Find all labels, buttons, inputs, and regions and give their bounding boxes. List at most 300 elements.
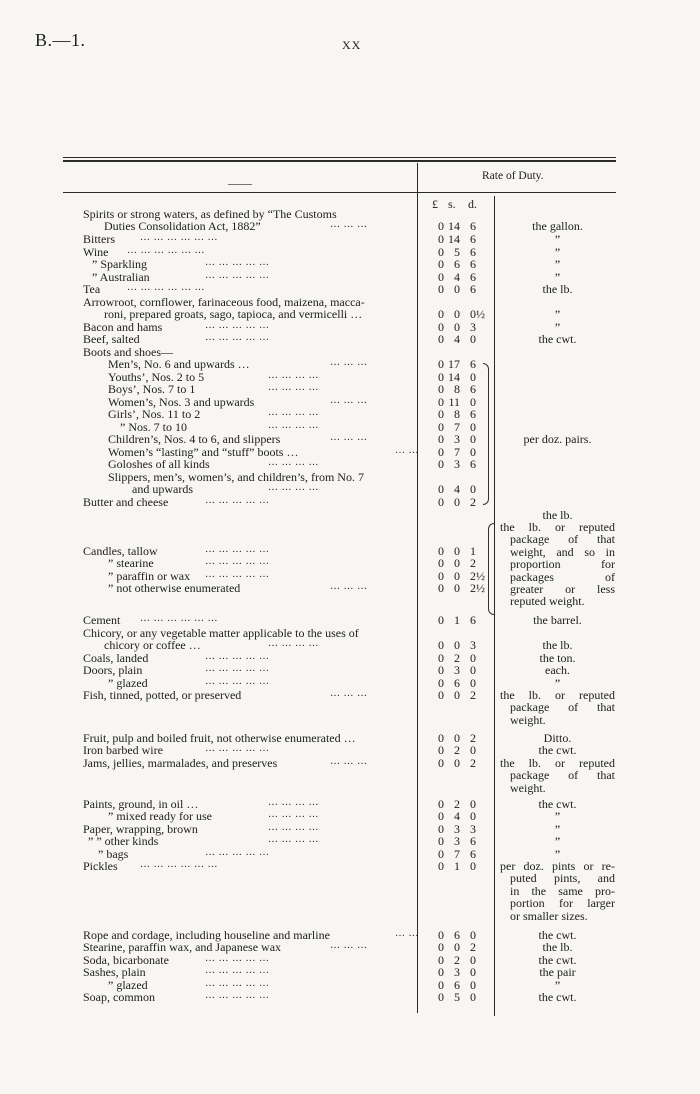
leader-dots: … … … … … … [140,613,218,624]
pounds-value: 0 [438,307,444,321]
item-description: ” Sparkling [92,257,147,271]
leader-dots: … … … … … … [140,232,218,243]
table-row [0,333,700,345]
shillings-value: 0 [454,756,460,770]
rate-column-header: Rate of Duty. [482,170,544,182]
item-description: roni, prepared groats, sago, tapioca, and vermicelli … [104,307,363,321]
duty-unit: ” [554,809,561,823]
duty-unit: ” [554,307,561,321]
shillings-value: 0 [454,569,460,583]
leader-dots: … … … … [268,382,319,393]
shillings-value: 6 [454,676,460,690]
leader-dots: … … … [330,395,368,406]
shillings-value: 2 [454,743,460,757]
item-description: Cement [83,613,121,627]
pounds-value: 0 [438,940,444,954]
shillings-value: 7 [454,847,460,861]
item-description: ” mixed ready for use [108,809,212,823]
pence-value: 6 [470,232,476,246]
item-description: Paper, wrapping, brown [83,822,198,836]
duty-unit: the lb. [542,940,573,954]
pence-value: 1 [470,544,476,558]
shillings-value: 3 [454,663,460,677]
leader-dots: … … … … [268,822,319,833]
pounds-value: 0 [438,569,444,583]
shillings-value: 8 [454,407,460,421]
table-row [0,835,700,847]
shillings-value: 3 [454,834,460,848]
item-description: Chicory, or any vegetable matter applicable to the uses of [83,626,359,640]
duty-unit: Ditto. [543,731,572,745]
shillings-value: 14 [448,232,460,246]
leader-dots: … … … [330,688,368,699]
shillings-value: 3 [454,432,460,446]
leader-dots: … … … … [268,638,319,649]
fish-unit [500,689,615,726]
duty-unit: the ton. [539,651,576,665]
table-row [0,383,700,395]
pounds-value: 0 [438,544,444,558]
unit-note-line: per doz. pints or re- [500,859,615,873]
pence-value: 6 [470,282,476,296]
pence-value: 0 [470,978,476,992]
duty-unit: ” [554,232,561,246]
item-description: Bitters [83,232,115,246]
pence-value: 0 [470,743,476,757]
table-row [0,966,700,978]
table-row [0,371,700,383]
document-id: B.—1. [35,30,86,50]
duty-unit: the cwt. [538,928,577,942]
pounds-value: 0 [438,482,444,496]
leader-dots: … … … [330,357,368,368]
shillings-value: 0 [454,581,460,595]
unit-note-line: per doz. pairs. [523,432,592,446]
header-bottom-rule [63,192,616,193]
shillings-value: 0 [454,731,460,745]
duty-unit: the pair [539,965,576,979]
table-row [0,483,700,495]
pence-value: 0 [470,965,476,979]
item-description: Women’s “lasting” and “stuff” boots … [108,445,299,459]
duty-unit: the cwt. [538,990,577,1004]
table-row [0,358,700,370]
table-row [0,408,700,420]
pence-value: 6 [470,270,476,284]
item-description: Paints, ground, in oil … [83,797,199,811]
shillings-value: 2 [454,797,460,811]
candles-unit [500,521,615,608]
pence-value: 6 [470,834,476,848]
item-description: Candles, tallow [83,544,158,558]
item-description: Children’s, Nos. 4 to 6, and slippers [108,432,281,446]
item-description: Bacon and hams [83,320,163,334]
unit-note-line: the lb. [542,508,573,522]
duty-unit: each. [545,663,570,677]
item-description: ” stearine [108,556,154,570]
item-description: Fish, tinned, potted, or preserved [83,688,242,702]
pence-value: 0½ [470,307,485,321]
leader-dots: … … … … [268,809,319,820]
shillings-value: 6 [454,978,460,992]
table-row [0,496,700,508]
pounds-value: 0 [438,978,444,992]
table-row [0,810,700,822]
pence-value: 2½ [470,569,485,583]
duty-unit: the lb. [542,282,573,296]
shillings-value: 5 [454,990,460,1004]
duty-unit: the cwt. [538,332,577,346]
pence-header: d. [468,197,477,211]
unit-note-line: the lb. or reputed [500,756,615,770]
duty-unit: the cwt. [538,797,577,811]
pence-value: 0 [470,445,476,459]
unit-note-line: package of that [510,532,615,547]
leader-dots: … … … … … [205,544,270,555]
duty-unit: ” [554,320,561,334]
table-row [0,258,700,270]
pounds-value: 0 [438,332,444,346]
leader-dots: … … [395,445,419,456]
item-description: ” glazed [108,978,148,992]
leader-dots: … … … … [268,420,319,431]
table-row [0,471,700,483]
item-description: Iron barbed wire [83,743,163,757]
pickles-unit [500,860,615,922]
duty-unit: ” [554,676,561,690]
pounds-value: 0 [438,756,444,770]
pound-header: £ [432,197,438,211]
item-description: Tea [83,282,101,296]
table-row [0,283,700,295]
pounds-value: 0 [438,809,444,823]
unit-note-line: the lb. or reputed [500,688,615,702]
leader-dots: … … … [330,940,368,951]
pounds-value: 0 [438,965,444,979]
leader-dots: … … … … … … [127,282,205,293]
table-row [0,991,700,1003]
pence-value: 6 [470,382,476,396]
shilling-header: s. [448,197,456,211]
pounds-value: 0 [438,382,444,396]
pounds-value: 0 [438,270,444,284]
unit-note-line: greater or less [510,582,615,597]
leader-dots: … … … … … [205,556,270,567]
shillings-value: 14 [448,219,460,233]
shillings-value: 6 [454,928,460,942]
boots-unit [500,433,615,445]
shillings-value: 1 [454,859,460,873]
shillings-value: 11 [448,395,460,409]
leader-dots: … … … [330,756,368,767]
item-description: Duties Consolidation Act, 1882” [104,219,261,233]
leader-dots: … … [395,928,419,939]
duty-unit: the cwt. [538,743,577,757]
pence-value: 0 [470,395,476,409]
pounds-value: 0 [438,245,444,259]
page-number: XX [342,38,362,52]
leader-dots: … … … … … [205,978,270,989]
leader-dots: … … … [330,432,368,443]
pence-value: 0 [470,990,476,1004]
shillings-value: 0 [454,544,460,558]
leader-dots: … … … … … [205,495,270,506]
leader-dots: … … … … [268,407,319,418]
shillings-value: 0 [454,688,460,702]
item-description: Soap, common [83,990,155,1004]
leader-dots: … … … [330,219,368,230]
pounds-value: 0 [438,357,444,371]
pence-value: 0 [470,797,476,811]
pence-value: 0 [470,420,476,434]
pounds-value: 0 [438,282,444,296]
item-description: Goloshes of all kinds [108,457,210,471]
leader-dots: … … … … … [205,743,270,754]
leader-dots: … … … … … … [140,859,218,870]
table-row [0,396,700,408]
item-description: Pickles [83,859,118,873]
pounds-value: 0 [438,219,444,233]
pounds-value: 0 [438,859,444,873]
pounds-value: 0 [438,556,444,570]
pounds-value: 0 [438,731,444,745]
pounds-value: 0 [438,953,444,967]
shillings-value: 5 [454,245,460,259]
table-row [0,614,700,626]
shillings-value: 0 [454,495,460,509]
pence-value: 2 [470,688,476,702]
pounds-value: 0 [438,688,444,702]
pounds-value: 0 [438,928,444,942]
pence-value: 0 [470,953,476,967]
pounds-value: 0 [438,676,444,690]
table-row [0,220,700,232]
pence-value: 0 [470,651,476,665]
pounds-value: 0 [438,420,444,434]
pounds-value: 0 [438,847,444,861]
unit-note-line: weight. [510,712,546,727]
pounds-value: 0 [438,320,444,334]
duty-unit: ” [554,270,561,284]
shillings-value: 14 [448,370,460,384]
pounds-value: 0 [438,370,444,384]
shillings-value: 3 [454,822,460,836]
item-description: ” Nos. 7 to 10 [120,420,187,434]
pounds-value: 0 [438,990,444,1004]
shillings-value: 4 [454,332,460,346]
pence-value: 2 [470,556,476,570]
shillings-value: 0 [454,556,460,570]
table-row [0,458,700,470]
leader-dots: … … … … … … [127,245,205,256]
item-description: chicory or coffee … [104,638,201,652]
shillings-value: 4 [454,482,460,496]
pence-value: 2 [470,940,476,954]
top-rule-thick [63,160,616,162]
table-row [0,798,700,810]
shillings-value: 0 [454,282,460,296]
pounds-value: 0 [438,663,444,677]
item-description: ” bags [98,847,129,861]
item-description: ” paraffin or wax [108,569,191,583]
shillings-value: 6 [454,257,460,271]
pounds-value: 0 [438,445,444,459]
item-description: Soda, bicarbonate [83,953,169,967]
pence-value: 0 [470,676,476,690]
leader-dots: … … … … [268,482,319,493]
pounds-value: 0 [438,581,444,595]
item-description: Rope and cordage, including houseline and marline [83,928,330,942]
item-description: Spirits or strong waters, as defined by “The Customs [83,207,337,221]
pounds-value: 0 [438,395,444,409]
duty-unit: ” [554,245,561,259]
shillings-value: 1 [454,613,460,627]
shillings-value: 0 [454,638,460,652]
duty-unit: ” [554,257,561,271]
duty-unit: the gallon. [532,219,583,233]
leader-dots: … … … … [268,370,319,381]
table-row [0,639,700,651]
pence-value: 6 [470,847,476,861]
pence-value: 6 [470,407,476,421]
unit-note-line: weight. [510,780,546,795]
item-description: Jams, jellies, marmalades, and preserves [83,756,278,770]
item-description: Arrowroot, cornflower, farinaceous food, maizena, macca- [83,295,365,309]
description-column-header: —— [228,176,252,190]
duty-unit: the barrel. [533,613,582,627]
pounds-value: 0 [438,822,444,836]
pence-value: 2 [470,731,476,745]
unit-note-line: package of that [510,768,615,783]
item-description: Girls’, Nos. 11 to 2 [108,407,201,421]
shillings-value: 0 [454,320,460,334]
pence-value: 6 [470,245,476,259]
pounds-value: 0 [438,743,444,757]
boots-bracket [483,363,489,505]
pence-value: 0 [470,432,476,446]
duty-unit: the lb. [542,638,573,652]
unit-note-line: or smaller sizes. [510,908,588,923]
pounds-value: 0 [438,457,444,471]
leader-dots: … … … [330,581,368,592]
table-row [0,744,700,756]
table-row [0,941,700,953]
shillings-value: 17 [448,357,460,371]
unit-note-line: package of that [510,700,615,715]
pence-value: 3 [470,320,476,334]
pence-value: 3 [470,638,476,652]
shillings-value: 2 [454,651,460,665]
pounds-value: 0 [438,638,444,652]
leader-dots: … … … … [268,797,319,808]
pence-value: 0 [470,332,476,346]
unit-note-line: reputed weight. [510,594,585,609]
item-description: Beef, salted [83,332,140,346]
shillings-value: 7 [454,445,460,459]
duty-unit: ” [554,978,561,992]
shillings-value: 4 [454,270,460,284]
pence-value: 6 [470,357,476,371]
item-description: Coals, landed [83,651,149,665]
item-description: Boots and shoes— [83,345,173,359]
pounds-value: 0 [438,613,444,627]
top-rule-thin [63,157,616,158]
leader-dots: … … … … … [205,847,270,858]
pence-value: 0 [470,859,476,873]
leader-dots: … … … … … [205,651,270,662]
leader-dots: … … … … [268,457,319,468]
pounds-value: 0 [438,257,444,271]
shillings-value: 0 [454,940,460,954]
duty-unit: the cwt. [538,953,577,967]
pence-value: 3 [470,822,476,836]
item-description: Fruit, pulp and boiled fruit, not otherwise enumerated … [83,731,356,745]
pence-value: 0 [470,482,476,496]
pounds-value: 0 [438,834,444,848]
shillings-value: 0 [454,307,460,321]
item-description: ” Australian [92,270,150,284]
leader-dots: … … … … … [205,270,270,281]
pounds-value: 0 [438,432,444,446]
item-description: Youths’, Nos. 2 to 5 [108,370,205,384]
pounds-value: 0 [438,651,444,665]
pence-value: 0 [470,370,476,384]
item-description: Butter and cheese [83,495,169,509]
leader-dots: … … … … [268,834,319,845]
duty-unit: ” [554,822,561,836]
unit-note-line: the lb. or reputed [500,520,615,534]
pence-value: 0 [470,809,476,823]
leader-dots: … … … … … [205,257,270,268]
shillings-value: 2 [454,953,460,967]
unit-note-line: weight, and so in [510,544,615,559]
candles-bracket [488,523,494,615]
table-row [0,308,700,320]
leader-dots: … … … … … [205,320,270,331]
unit-note-line: portion for larger [510,896,615,911]
duty-unit: ” [554,834,561,848]
leader-dots: … … … … … [205,965,270,976]
shillings-value: 8 [454,382,460,396]
table-row [0,446,700,458]
pence-value: 6 [470,257,476,271]
item-description: Stearine, paraffin wax, and Japanese wax [83,940,282,954]
unit-note-line: proportion for [510,557,615,572]
item-description: Sashes, plain [83,965,146,979]
pounds-value: 0 [438,407,444,421]
leader-dots: … … … … … [205,569,270,580]
item-description: and upwards [132,482,193,496]
pence-value: 6 [470,219,476,233]
item-description: Men’s, No. 6 and upwards … [108,357,250,371]
pence-value: 2 [470,756,476,770]
duty-unit: ” [554,847,561,861]
pounds-value: 0 [438,495,444,509]
leader-dots: … … … … … [205,663,270,674]
pence-value: 2½ [470,581,485,595]
item-description: Women’s, Nos. 3 and upwards [108,395,255,409]
pence-value: 0 [470,663,476,677]
item-description: Wine [83,245,109,259]
pounds-value: 0 [438,232,444,246]
item-description: Boys’, Nos. 7 to 1 [108,382,196,396]
item-description: ” not otherwise enumerated [108,581,241,595]
pounds-value: 0 [438,797,444,811]
item-description: Slippers, men’s, women’s, and children’s, from No. 7 [108,470,364,484]
shillings-value: 3 [454,965,460,979]
leader-dots: … … … … … [205,332,270,343]
pence-value: 6 [470,457,476,471]
